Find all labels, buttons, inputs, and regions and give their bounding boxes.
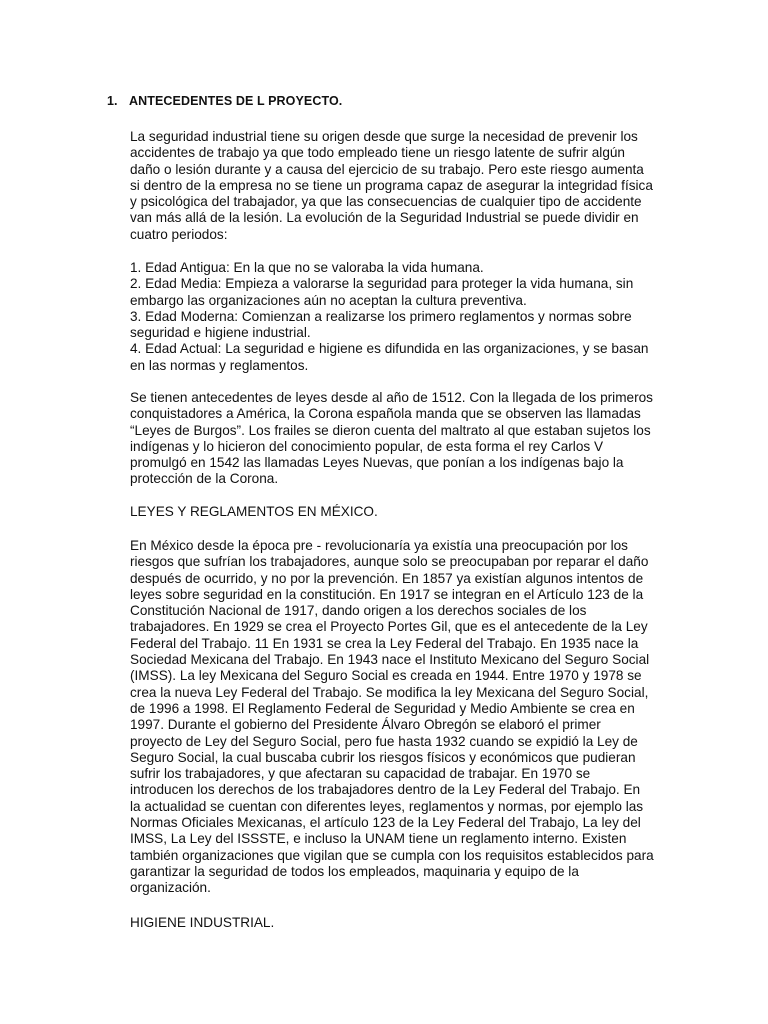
text-line: seguridad e higiene industrial. <box>130 325 311 341</box>
section-number: 1. <box>107 94 118 108</box>
text-line: riesgos que sufrían los trabajadores, aunque solo se preocupaban por reparar el daño <box>130 554 649 570</box>
text-line: Federal del Trabajo. 11 En 1931 se crea la Ley Federal del Trabajo. En 1935 nace la <box>130 635 639 651</box>
text-line: crea la nueva Ley Federal del Trabajo. Se modifica la ley Mexicana del Seguro Social, <box>130 684 649 700</box>
paragraph-history <box>130 390 670 488</box>
subheading-laws-mexico <box>130 504 670 520</box>
text-line: promulgó en 1542 las llamadas Leyes Nuevas, que ponían a los indígenas bajo la <box>130 455 624 471</box>
text-line: proyecto de Ley del Seguro Social, pero fue hasta 1932 cuando se expidió la Ley de <box>130 733 638 749</box>
text-line: Seguro Social, la cual buscaba cubrir los riesgos físicos y económicos que pudieran <box>130 749 636 765</box>
text-line: 2. Edad Media: Empieza a valorarse la seguridad para proteger la vida humana, sin <box>130 276 634 292</box>
text-line: garantizar la seguridad de todos los empleados, maquinaria y equipo de la <box>130 863 579 879</box>
text-line: indígenas y lo hicieron del conocimiento popular, de esta forma el rey Carlos V <box>130 438 604 454</box>
text-line: introducen los derechos de los trabajadores dentro de la Ley Federal del Trabajo. En <box>130 782 641 798</box>
text-line: trabajadores. En 1929 se crea el Proyecto Portes Gil, que es el antecedente de la Ley <box>130 619 648 635</box>
text-line: 3. Edad Moderna: Comienzan a realizarse los primero reglamentos y normas sobre <box>130 308 632 324</box>
text-line: “Leyes de Burgos”. Los frailes se dieron cuenta del maltrato al que estaban sujetos los <box>130 422 651 438</box>
text-line: IMSS, La Ley del ISSSTE, e incluso la UNAM tiene un reglamento interno. Existen <box>130 831 627 847</box>
text-line: HIGIENE INDUSTRIAL. <box>130 915 275 930</box>
text-line: van más allá de la lesión. La evolución de la Seguridad Industrial se puede dividir en <box>130 210 639 226</box>
text-line: LEYES Y REGLAMENTOS EN MÉXICO. <box>130 504 378 519</box>
text-line: Sociedad Mexicana del Trabajo. En 1943 nace el Instituto Mexicano del Seguro Social <box>130 652 650 668</box>
text-line: En México desde la época pre - revolucionaría ya existía una preocupación por los <box>130 538 628 553</box>
text-line: la actualidad se cuentan con diferentes leyes, reglamentos y normas, por ejemplo las <box>130 798 644 814</box>
text-line: conquistadores a América, la Corona española manda que se observen las llamadas <box>130 406 641 422</box>
text-line: Constitución Nacional de 1917, dando origen a los derechos sociales de los <box>130 603 587 619</box>
subheading-industrial-hygiene <box>130 915 670 931</box>
paragraph-origin <box>130 129 670 243</box>
text-line: si dentro de la empresa no se tiene un programa capaz de asegurar la integridad física <box>130 177 653 193</box>
text-line: Normas Oficiales Mexicanas, el artículo 123 de la Ley Federal del Trabajo, La ley del <box>130 815 641 831</box>
text-line: leyes sobre seguridad en la constitución. En 1917 se integran en el Artículo 123 de la <box>130 586 644 602</box>
text-line: de 1996 a 1998. El Reglamento Federal de Seguridad y Medio Ambiente se crea en <box>130 700 635 716</box>
text-line: en las normas y reglamentos. <box>130 357 309 373</box>
text-line: y psicológica del trabajador, ya que las consecuencias de cualquier tipo de accidente <box>130 194 642 210</box>
text-line: 1997. Durante el gobierno del Presidente Álvaro Obregón se elaboró el primer <box>130 717 601 733</box>
text-line: 1. Edad Antigua: En la que no se valoraba la vida humana. <box>130 260 484 275</box>
text-line: cuatro periodos: <box>130 226 228 242</box>
paragraph-laws-mexico <box>130 538 670 897</box>
text-line: organización. <box>130 880 211 896</box>
text-line: (IMSS). La ley Mexicana del Seguro Social es creada en 1944. Entre 1970 y 1978 se <box>130 668 642 684</box>
text-line: embargo las organizaciones aún no aceptan la cultura preventiva. <box>130 292 527 308</box>
text-line: La seguridad industrial tiene su origen desde que surge la necesidad de prevenir los <box>130 129 638 144</box>
text-line: también organizaciones que vigilan que se cumpla con los requisitos establecidos para <box>130 847 654 863</box>
section-title: ANTECEDENTES DE L PROYECTO. <box>129 94 343 108</box>
text-line: protección de la Corona. <box>130 471 279 487</box>
section-heading <box>107 94 342 108</box>
text-line: accidentes de trabajo ya que todo empleado tiene un riesgo latente de sufrir algún <box>130 145 625 161</box>
text-line: 4. Edad Actual: La seguridad e higiene es difundida en las organizaciones, y se basan <box>130 341 649 357</box>
text-line: sufrir los trabajadores, y que afectaran su capacidad de trabajar. En 1970 se <box>130 766 591 782</box>
paragraph-periods <box>130 260 670 374</box>
text-line: después de ocurrido, y no por la prevención. En 1857 ya existían algunos intentos de <box>130 570 644 586</box>
text-line: daño o lesión durante y a causa del ejercicio de su trabajo. Pero este riesgo aumenta <box>130 161 644 177</box>
text-line: Se tienen antecedentes de leyes desde al año de 1512. Con la llegada de los primeros <box>130 390 653 405</box>
